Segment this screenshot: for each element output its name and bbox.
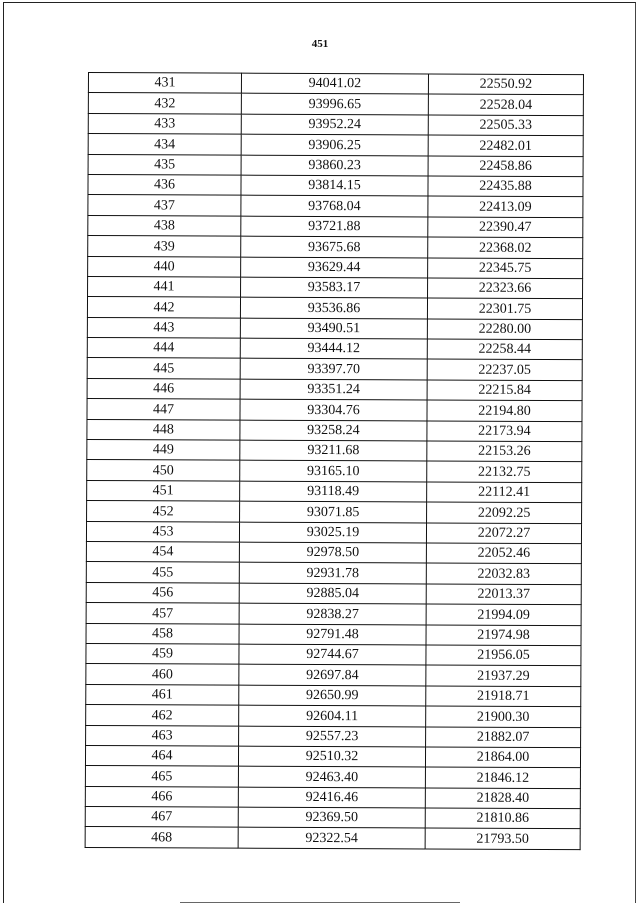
row-index-cell: 433 — [88, 113, 241, 134]
page-number: 451 — [311, 38, 329, 50]
value-b-cell: 21864.00 — [425, 747, 580, 768]
value-a-cell: 92322.54 — [238, 828, 425, 849]
table-row — [86, 725, 581, 748]
value-b-cell: 22032.83 — [426, 563, 581, 584]
row-index-cell: 431 — [88, 73, 241, 94]
value-b-cell: 22390.47 — [428, 217, 583, 238]
value-a-cell: 93768.04 — [241, 196, 428, 217]
row-index-cell: 468 — [85, 827, 238, 848]
row-index-cell: 442 — [87, 297, 240, 318]
row-index-cell: 451 — [87, 480, 240, 501]
value-a-cell: 93952.24 — [241, 114, 428, 135]
row-index-cell: 439 — [88, 236, 241, 257]
value-a-cell: 92697.84 — [239, 664, 426, 685]
table-row — [85, 807, 580, 830]
table-row — [86, 541, 581, 564]
table-row — [88, 93, 583, 116]
value-a-cell: 93165.10 — [240, 461, 427, 482]
value-a-cell: 92744.67 — [239, 644, 426, 665]
row-index-cell: 466 — [85, 786, 238, 807]
value-a-cell: 93583.17 — [241, 277, 428, 298]
value-b-cell: 22013.37 — [426, 584, 581, 605]
table-row — [86, 643, 581, 666]
value-b-cell: 21846.12 — [425, 767, 580, 788]
table-row — [88, 134, 583, 157]
row-index-cell: 463 — [86, 725, 239, 746]
row-index-cell: 446 — [87, 378, 240, 399]
value-a-cell: 92838.27 — [239, 603, 426, 624]
value-b-cell: 22323.66 — [428, 278, 583, 299]
table-row — [86, 684, 581, 707]
value-b-cell: 22092.25 — [427, 502, 582, 523]
value-b-cell: 22550.92 — [428, 74, 583, 95]
value-a-cell: 93118.49 — [240, 481, 427, 502]
row-index-cell: 432 — [88, 93, 241, 114]
value-b-cell: 22482.01 — [428, 135, 583, 156]
value-b-cell: 22153.26 — [427, 441, 582, 462]
table-row — [87, 501, 582, 524]
value-a-cell: 93814.15 — [241, 175, 428, 196]
value-a-cell: 93536.86 — [240, 297, 427, 318]
table-row — [87, 297, 582, 320]
table-row — [88, 73, 583, 96]
table-row — [85, 786, 580, 809]
row-index-cell: 467 — [85, 807, 238, 828]
value-a-cell: 93721.88 — [241, 216, 428, 237]
value-a-cell: 92369.50 — [238, 807, 425, 828]
row-index-cell: 460 — [86, 664, 239, 685]
value-a-cell: 94041.02 — [241, 73, 428, 94]
row-index-cell: 447 — [87, 399, 240, 420]
row-index-cell: 461 — [86, 684, 239, 705]
row-index-cell: 465 — [85, 766, 238, 787]
value-b-cell: 22458.86 — [428, 156, 583, 177]
row-index-cell: 437 — [88, 195, 241, 216]
value-b-cell: 21882.07 — [426, 726, 581, 747]
table-row — [85, 827, 580, 850]
row-index-cell: 452 — [87, 501, 240, 522]
table-row — [87, 419, 582, 442]
row-index-cell: 462 — [86, 705, 239, 726]
table-row — [86, 664, 581, 687]
table-row — [87, 399, 582, 422]
value-a-cell: 93304.76 — [240, 399, 427, 420]
table-row — [86, 562, 581, 585]
table-row — [86, 582, 581, 605]
value-a-cell: 92557.23 — [239, 726, 426, 747]
row-index-cell: 449 — [87, 440, 240, 461]
row-index-cell: 448 — [87, 419, 240, 440]
value-b-cell: 22301.75 — [427, 298, 582, 319]
row-index-cell: 459 — [86, 643, 239, 664]
value-b-cell: 21793.50 — [425, 828, 580, 849]
value-a-cell: 92650.99 — [239, 685, 426, 706]
value-b-cell: 22528.04 — [428, 94, 583, 115]
row-index-cell: 454 — [86, 541, 239, 562]
value-a-cell: 92791.48 — [239, 624, 426, 645]
value-a-cell: 92416.46 — [238, 787, 425, 808]
page-bottom-rule — [180, 902, 460, 903]
table-row — [88, 276, 583, 299]
table-row — [88, 174, 583, 197]
value-b-cell: 22173.94 — [427, 421, 582, 442]
value-a-cell: 92510.32 — [238, 746, 425, 767]
table-row — [88, 113, 583, 136]
table-row — [85, 766, 580, 789]
value-b-cell: 21810.86 — [425, 808, 580, 829]
value-b-cell: 21994.09 — [426, 604, 581, 625]
table-row — [87, 440, 582, 463]
table-row — [86, 705, 581, 728]
value-a-cell: 92885.04 — [239, 583, 426, 604]
value-a-cell: 93675.68 — [241, 236, 428, 257]
value-b-cell: 21900.30 — [426, 706, 581, 727]
value-b-cell: 22072.27 — [426, 523, 581, 544]
value-b-cell: 22112.41 — [427, 482, 582, 503]
value-a-cell: 93444.12 — [240, 338, 427, 359]
value-b-cell: 21828.40 — [425, 788, 580, 809]
value-b-cell: 22237.05 — [427, 359, 582, 380]
table-row — [87, 338, 582, 361]
row-index-cell: 458 — [86, 623, 239, 644]
value-a-cell: 93860.23 — [241, 155, 428, 176]
table-row — [87, 480, 582, 503]
row-index-cell: 436 — [88, 174, 241, 195]
value-a-cell: 93071.85 — [240, 501, 427, 522]
value-b-cell: 21918.71 — [426, 686, 581, 707]
row-index-cell: 453 — [86, 521, 239, 542]
value-b-cell: 22194.80 — [427, 400, 582, 421]
table-row — [85, 745, 580, 768]
row-index-cell: 441 — [88, 276, 241, 297]
value-a-cell: 93211.68 — [240, 440, 427, 461]
value-b-cell: 22345.75 — [428, 257, 583, 278]
value-b-cell: 21974.98 — [426, 625, 581, 646]
row-index-cell: 457 — [86, 603, 239, 624]
value-a-cell: 93351.24 — [240, 379, 427, 400]
value-b-cell: 22368.02 — [428, 237, 583, 258]
value-a-cell: 93490.51 — [240, 318, 427, 339]
table-row — [86, 623, 581, 646]
table-row — [87, 358, 582, 381]
value-b-cell: 22215.84 — [427, 380, 582, 401]
value-a-cell: 92931.78 — [239, 563, 426, 584]
row-index-cell: 440 — [88, 256, 241, 277]
table-row — [88, 236, 583, 259]
table-row — [88, 154, 583, 177]
row-index-cell: 438 — [88, 215, 241, 236]
table-body — [85, 73, 583, 850]
data-table — [85, 72, 584, 850]
value-a-cell: 93025.19 — [239, 522, 426, 543]
value-b-cell: 22413.09 — [428, 196, 583, 217]
value-a-cell: 92463.40 — [238, 766, 425, 787]
value-b-cell: 22505.33 — [428, 115, 583, 136]
row-index-cell: 456 — [86, 582, 239, 603]
value-b-cell: 22052.46 — [426, 543, 581, 564]
table-row — [87, 317, 582, 340]
table-row — [88, 195, 583, 218]
value-a-cell: 93258.24 — [240, 420, 427, 441]
table-row — [88, 256, 583, 279]
table-row — [87, 378, 582, 401]
row-index-cell: 445 — [87, 358, 240, 379]
row-index-cell: 464 — [85, 745, 238, 766]
value-b-cell: 21956.05 — [426, 645, 581, 666]
value-b-cell: 22258.44 — [427, 339, 582, 360]
table-row — [86, 521, 581, 544]
value-a-cell: 93629.44 — [241, 257, 428, 278]
value-b-cell: 22435.88 — [428, 176, 583, 197]
value-a-cell: 92978.50 — [239, 542, 426, 563]
value-b-cell: 22132.75 — [427, 461, 582, 482]
row-index-cell: 435 — [88, 154, 241, 175]
row-index-cell: 450 — [87, 460, 240, 481]
table-row — [87, 460, 582, 483]
value-b-cell: 21937.29 — [426, 665, 581, 686]
row-index-cell: 434 — [88, 134, 241, 155]
row-index-cell: 444 — [87, 338, 240, 359]
value-a-cell: 93996.65 — [241, 94, 428, 115]
table-row — [86, 603, 581, 626]
value-a-cell: 93906.25 — [241, 134, 428, 155]
row-index-cell: 455 — [86, 562, 239, 583]
value-a-cell: 92604.11 — [239, 705, 426, 726]
value-a-cell: 93397.70 — [240, 359, 427, 380]
table-row — [88, 215, 583, 238]
row-index-cell: 443 — [87, 317, 240, 338]
value-b-cell: 22280.00 — [427, 319, 582, 340]
